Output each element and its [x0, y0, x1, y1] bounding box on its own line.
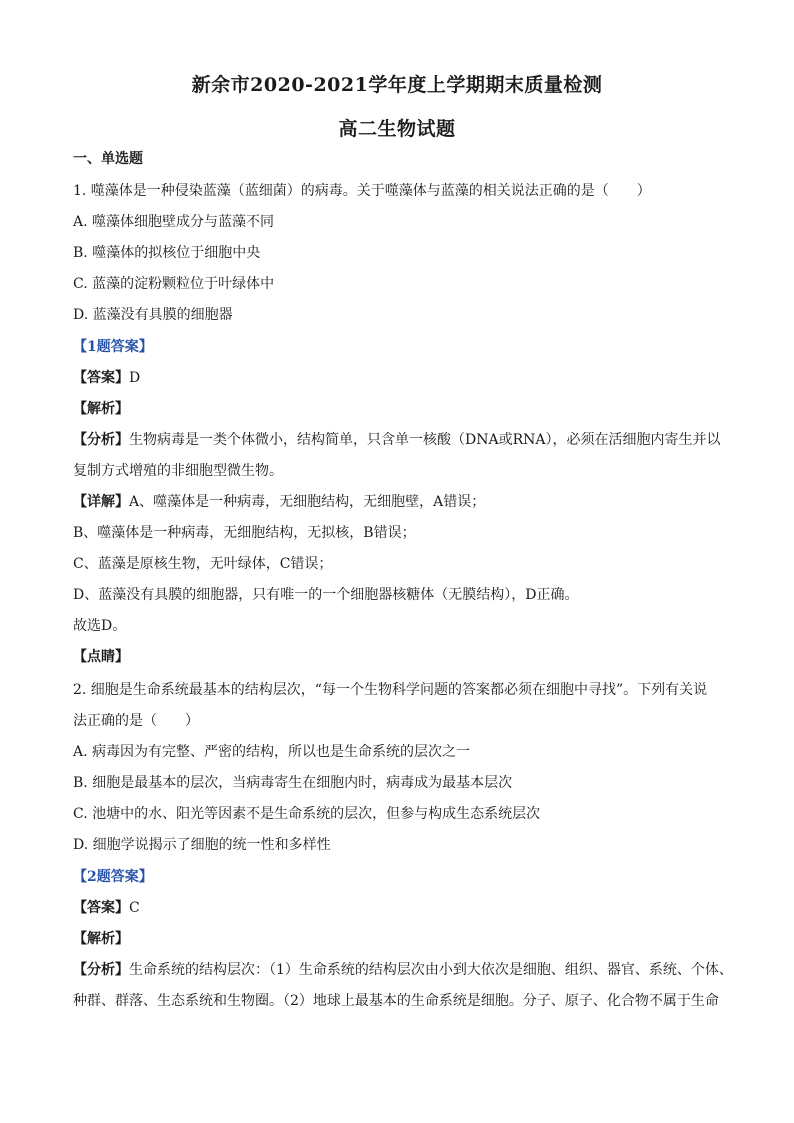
fenxi-text: 生命系统的结构层次：（1）生命系统的结构层次由小到大依次是细胞、组织、器官、系统、个体、 [129, 962, 733, 978]
question-2-fenxi-2: 种群、群落、生态系统和生物圈。（2）地球上最基本的生命系统是细胞。分子、原子、化合物不属于生命 [73, 993, 719, 1009]
question-1-answer [73, 369, 733, 387]
answer-value: D [129, 370, 141, 386]
question-1-xiangjie-a [73, 493, 733, 511]
question-2-stem-2: 法正确的是（ ） [73, 713, 199, 729]
fenxi-tag: 【分析】 [73, 432, 129, 448]
answer-tag: 【答案】 [73, 900, 129, 916]
question-1-fenxi-2: 复制方式增殖的非细胞型微生物。 [73, 463, 283, 479]
question-2-answer-header: 【2题答案】 [73, 869, 153, 885]
question-1-fenxi-1 [73, 431, 733, 449]
page-title: 新余市2020-2021学年度上学期期末质量检测 [191, 74, 603, 96]
question-1-conclusion: 故选D。 [73, 618, 127, 634]
question-1-xiangjie-d: D、蓝藻没有具膜的细胞器，只有唯一的一个细胞器核糖体（无膜结构），D正确。 [73, 587, 579, 603]
question-2-fenxi-1 [73, 961, 733, 979]
section-heading: 一、单选题 [73, 151, 143, 167]
fenxi-tag: 【分析】 [73, 962, 129, 978]
question-2-option-b: B. 细胞是最基本的层次，当病毒寄生在细胞内时，病毒成为最基本层次 [73, 775, 513, 791]
question-1-option-a: A. 噬藻体细胞壁成分与蓝藻不同 [73, 214, 275, 230]
fenxi-text: 生物病毒是一类个体微小，结构简单，只含单一核酸（DNA或RNA），必须在活细胞内寄生并以 [129, 432, 721, 448]
question-1-stem: 1. 噬藻体是一种侵染蓝藻（蓝细菌）的病毒。关于噬藻体与蓝藻的相关说法正确的是（ ） [73, 183, 651, 199]
question-1-option-d: D. 蓝藻没有具膜的细胞器 [73, 307, 233, 323]
question-1-answer-header: 【1题答案】 [73, 339, 153, 355]
page-subtitle: 高二生物试题 [338, 118, 456, 140]
question-2-option-a: A. 病毒因为有完整、严密的结构，所以也是生命系统的层次之一 [73, 744, 471, 760]
question-2-stem-1: 2. 细胞是生命系统最基本的结构层次，“每一个生物科学问题的答案都必须在细胞中寻找”。下列有关说 [73, 682, 708, 698]
question-2-option-c: C. 池塘中的水、阳光等因素不是生命系统的层次，但参与构成生态系统层次 [73, 806, 541, 822]
question-1-dianjing: 【点睛】 [73, 649, 129, 665]
question-1-option-c: C. 蓝藻的淀粉颗粒位于叶绿体中 [73, 276, 275, 292]
question-1-option-b: B. 噬藻体的拟核位于细胞中央 [73, 245, 261, 261]
xiangjie-tag: 【详解】 [73, 494, 129, 510]
question-1-xiangjie-b: B、噬藻体是一种病毒，无细胞结构，无拟核，B错误； [73, 525, 416, 541]
question-1-xiangjie-c: C、蓝藻是原核生物，无叶绿体，C错误； [73, 556, 333, 572]
question-2-option-d: D. 细胞学说揭示了细胞的统一性和多样性 [73, 837, 331, 853]
question-2-answer [73, 899, 733, 917]
answer-value: C [129, 900, 140, 916]
xiangjie-text: A、噬藻体是一种病毒，无细胞结构，无细胞壁，A错误； [129, 494, 486, 510]
question-1-analysis-header: 【解析】 [73, 401, 129, 417]
question-2-analysis-header: 【解析】 [73, 931, 129, 947]
answer-tag: 【答案】 [73, 370, 129, 386]
